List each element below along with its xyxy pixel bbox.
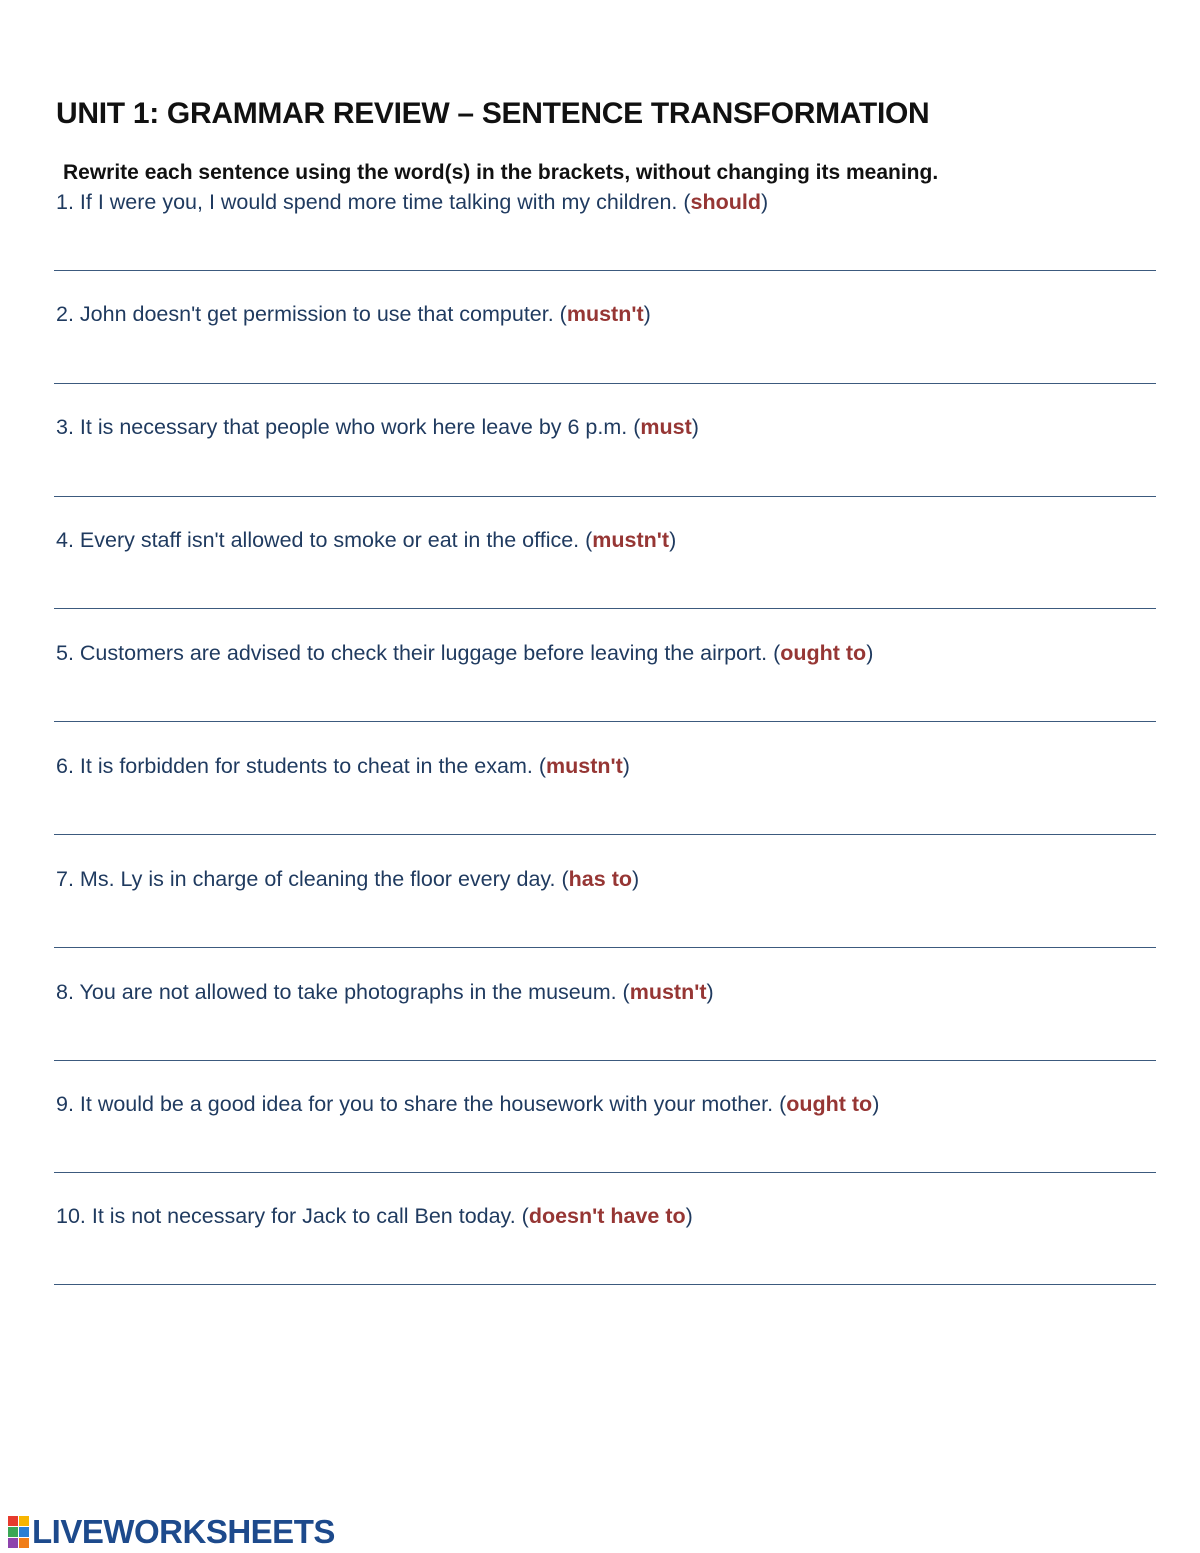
question-4-answer-line[interactable] — [54, 608, 1156, 609]
question-2-keyword: mustn't — [566, 302, 644, 326]
question-7-answer-line[interactable] — [54, 947, 1156, 948]
logo-square — [19, 1516, 29, 1526]
question-2-text: 2. John doesn't get permission to use that computer. (mustn't) — [56, 302, 651, 326]
question-3-text: 3. It is necessary that people who work here leave by 6 p.m. (must) — [56, 415, 699, 439]
question-1-answer-line[interactable] — [54, 270, 1156, 271]
question-10-text: 10. It is not necessary for Jack to call Ben today. (doesn't have to) — [56, 1204, 693, 1228]
question-3-answer-line[interactable] — [54, 496, 1156, 497]
question-8-keyword: mustn't — [629, 980, 707, 1004]
question-7-text: 7. Ms. Ly is in charge of cleaning the floor every day. (has to) — [56, 867, 640, 891]
question-6-answer-line[interactable] — [54, 834, 1156, 835]
question-5-keyword: ought to — [780, 641, 867, 665]
question-8-answer-line[interactable] — [54, 1060, 1156, 1061]
question-8-text: 8. You are not allowed to take photographs in the museum. (mustn't) — [56, 980, 714, 1004]
question-6-text: 6. It is forbidden for students to cheat in the exam. (mustn't) — [56, 754, 630, 778]
question-4-keyword: mustn't — [592, 528, 670, 552]
question-4-text: 4. Every staff isn't allowed to smoke or eat in the office. (mustn't) — [56, 528, 677, 552]
logo-square — [19, 1527, 29, 1537]
question-10-keyword: doesn't have to — [528, 1204, 686, 1228]
question-5-text: 5. Customers are advised to check their luggage before leaving the airport. (ought to) — [56, 641, 874, 665]
question-2-answer-line[interactable] — [54, 383, 1156, 384]
logo-square — [8, 1516, 18, 1526]
question-6-keyword: mustn't — [546, 754, 623, 778]
logo-square — [8, 1527, 18, 1537]
logo-square — [8, 1538, 18, 1548]
liveworksheets-logo — [8, 1512, 335, 1552]
question-9-keyword: ought to — [786, 1092, 873, 1116]
logo-text: LIVEWORKSHEETS — [32, 1513, 335, 1550]
question-3-keyword: must — [640, 415, 692, 439]
question-10-answer-line[interactable] — [54, 1284, 1156, 1285]
logo-mark-icon — [8, 1516, 29, 1548]
question-5-answer-line[interactable] — [54, 721, 1156, 722]
page-title: UNIT 1: GRAMMAR REVIEW – SENTENCE TRANSFORMATION — [56, 97, 930, 130]
question-9-answer-line[interactable] — [54, 1172, 1156, 1173]
question-1-keyword: should — [690, 190, 761, 214]
question-1-text: 1. If I were you, I would spend more time talking with my children. (should) — [56, 190, 769, 214]
question-9-text: 9. It would be a good idea for you to share the housework with your mother. (ought to) — [56, 1092, 880, 1116]
logo-square — [19, 1538, 29, 1548]
question-7-keyword: has to — [568, 867, 632, 891]
instructions: Rewrite each sentence using the word(s) in the brackets, without changing its meaning. — [63, 161, 939, 184]
